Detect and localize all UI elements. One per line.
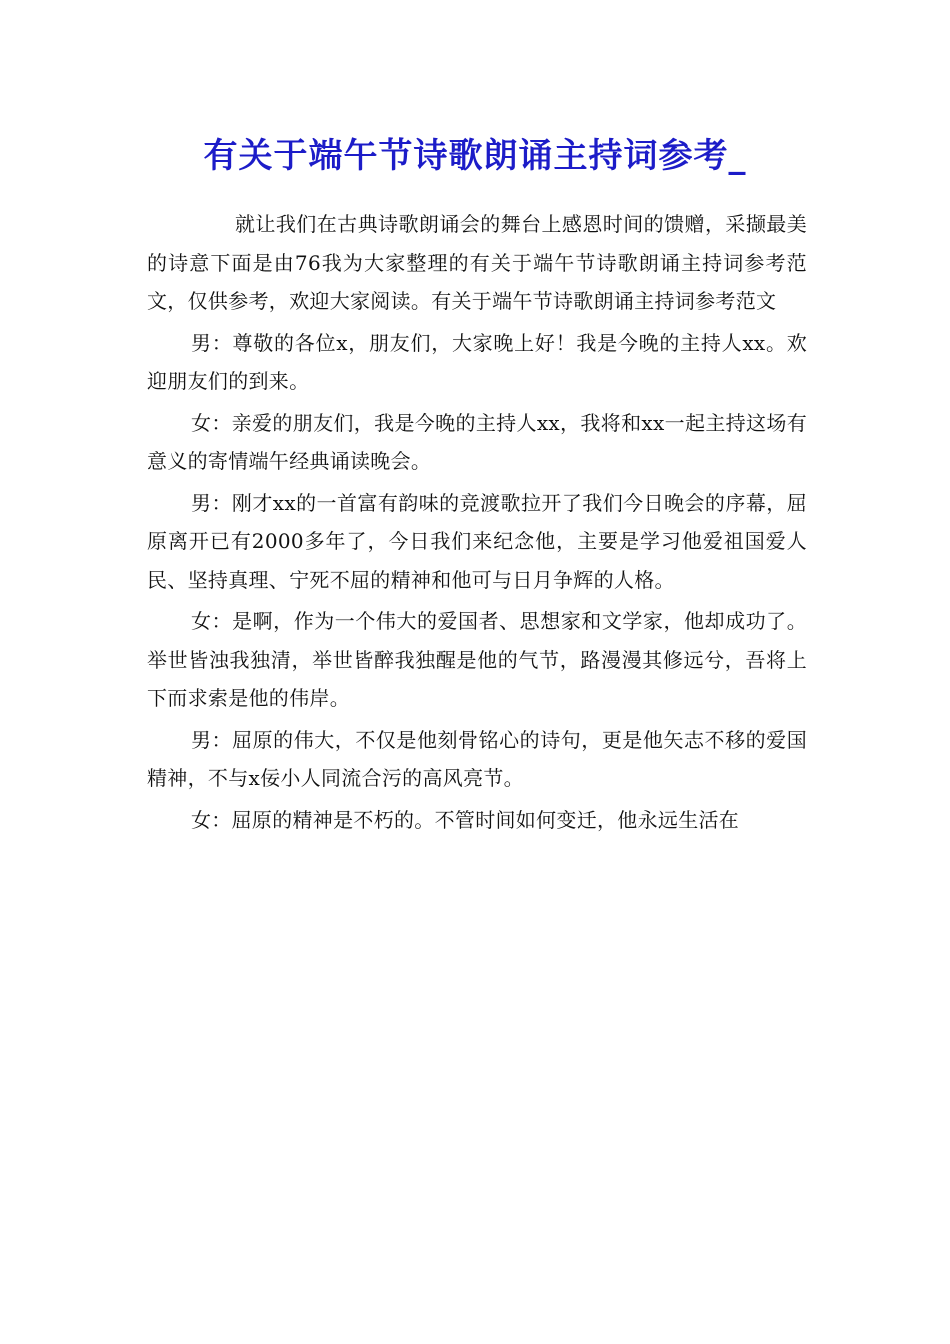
document-body	[147, 205, 807, 842]
dialog-paragraph-male-spirit: 男：屈原的伟大，不仅是他刻骨铭心的诗句，更是他矢志不移的爱国精神，不与x佞小人同流合污的高风亮节。	[147, 727, 807, 790]
intro-paragraph: 就让我们在古典诗歌朗诵会的舞台上感恩时间的馈赠，采撷最美的诗意下面是由76我为大家整理的有关于端午节诗歌朗诵主持词参考范文，仅供参考，欢迎大家阅读。有关于端午节诗歌朗诵主持词参考范文	[147, 212, 807, 313]
dialog-paragraph-female-immortal: 女：屈原的精神是不朽的。不管时间如何变迁，他永远生活在	[191, 807, 740, 832]
document-title: 有关于端午节诗歌朗诵主持词参考_	[203, 136, 747, 176]
dialog-paragraph-female-patriot: 女：是啊，作为一个伟大的爱国者、思想家和文学家，他却成功了。举世皆浊我独清，举世皆醉我独醒是他的气节，路漫漫其修远兮，吾将上下而求索是他的伟岸。	[147, 609, 807, 710]
dialog-paragraph-male-greeting: 男：尊敬的各位x，朋友们，大家晚上好！我是今晚的主持人xx。欢迎朋友们的到来。	[147, 330, 807, 393]
dialog-paragraph-male-quyuan: 男：刚才xx的一首富有韵味的竞渡歌拉开了我们今日晚会的序幕，屈原离开已有2000多年了，今日我们来纪念他，主要是学习他爱祖国爱人民、坚持真理、宁死不屈的精神和他可与日月争辉的人格。	[147, 490, 807, 592]
dialog-paragraph-female-greeting: 女：亲爱的朋友们，我是今晚的主持人xx，我将和xx一起主持这场有意义的寄情端午经典诵读晚会。	[147, 410, 807, 473]
